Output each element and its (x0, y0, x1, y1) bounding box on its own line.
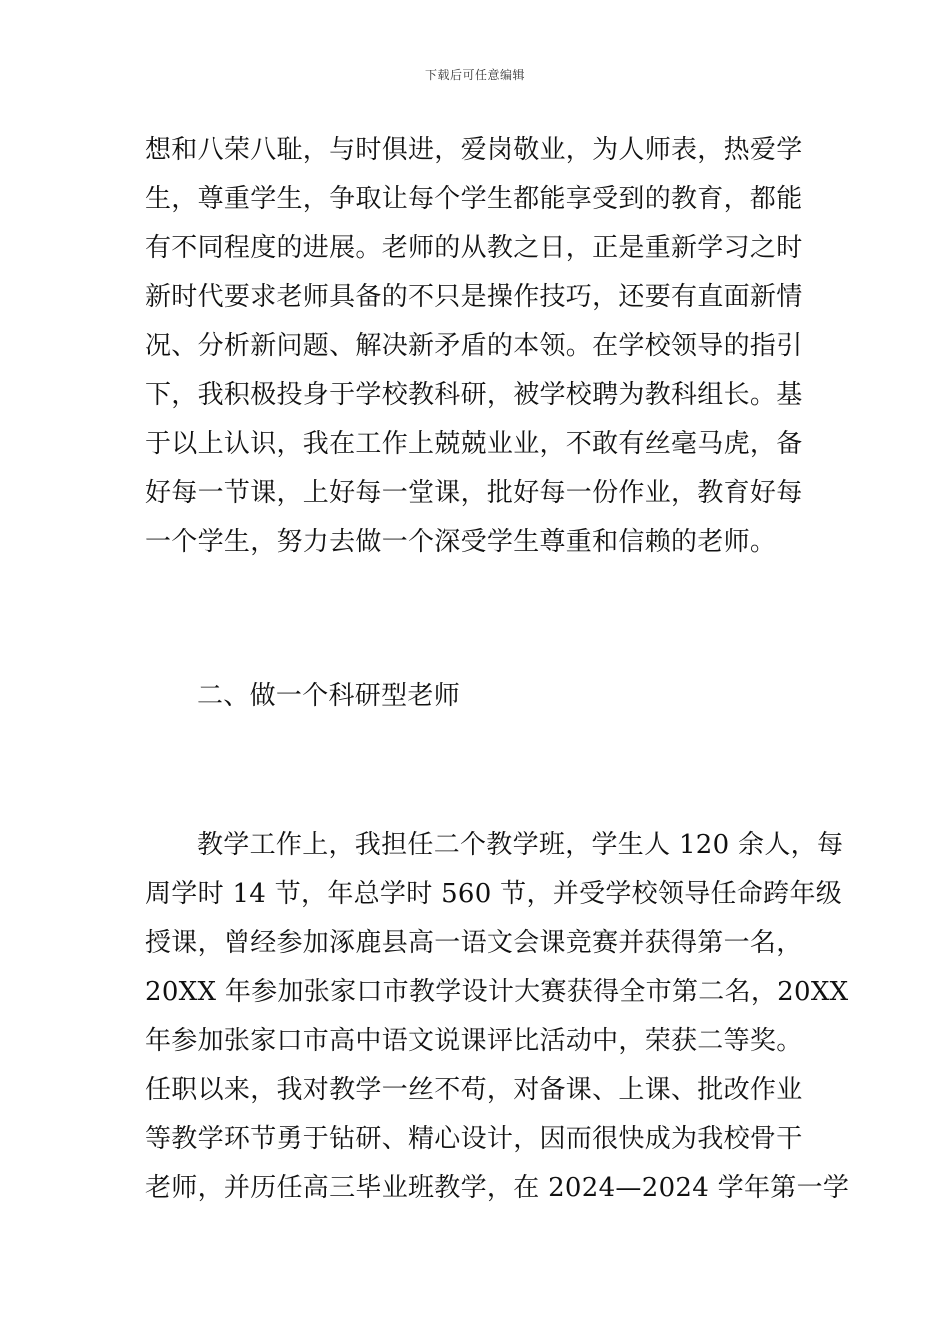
text-line: 于以上认识，我在工作上兢兢业业，不敢有丝毫马虎，备 (145, 429, 803, 459)
text-line: 教学工作上，我担任二个教学班，学生人 120 余人，每 (197, 830, 844, 860)
text-line: 20XX 年参加张家口市教学设计大赛获得全市第二名，20XX (145, 977, 849, 1007)
text-line: 生，尊重学生，争取让每个学生都能享受到的教育，都能 (145, 184, 803, 214)
text-line: 一个学生，努力去做一个深受学生尊重和信赖的老师。 (145, 527, 777, 557)
text-line: 老师，并历任高三毕业班教学，在 2024—2024 学年第一学 (145, 1173, 850, 1203)
section-heading: 二、做一个科研型老师 (197, 681, 461, 711)
text-line: 有不同程度的进展。老师的从教之日，正是重新学习之时 (145, 233, 803, 263)
text-line: 任职以来，我对教学一丝不苟，对备课、上课、批改作业 (145, 1075, 803, 1105)
text-line: 况、分析新问题、解决新矛盾的本领。在学校领导的指引 (145, 331, 803, 361)
text-line: 周学时 14 节，年总学时 560 节，并受学校领导任命跨年级 (145, 879, 843, 909)
header-note: 下载后可任意编辑 (424, 68, 525, 82)
text-line: 年参加张家口市高中语文说课评比活动中，荣获二等奖。 (145, 1026, 803, 1056)
text-line: 好每一节课，上好每一堂课，批好每一份作业，教育好每 (145, 478, 803, 508)
text-line: 新时代要求老师具备的不只是操作技巧，还要有直面新情 (145, 282, 803, 312)
text-line: 授课，曾经参加涿鹿县高一语文会课竞赛并获得第一名， (145, 928, 803, 958)
text-line: 等教学环节勇于钻研、精心设计，因而很快成为我校骨干 (145, 1124, 803, 1154)
text-line: 想和八荣八耻，与时俱进，爱岗敬业，为人师表，热爱学 (145, 135, 803, 165)
text-line: 下，我积极投身于学校教科研，被学校聘为教科组长。基 (145, 380, 803, 410)
